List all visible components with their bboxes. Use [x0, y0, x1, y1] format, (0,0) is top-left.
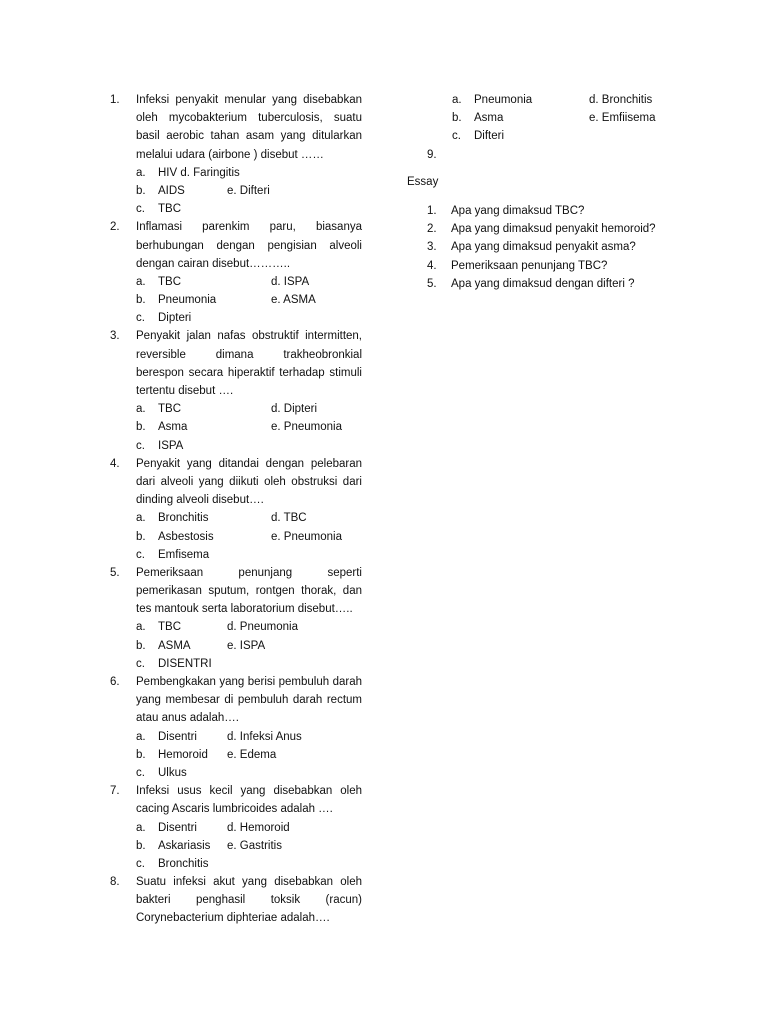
option-text: Hemoroid [239, 821, 290, 834]
option-text: Emfiisema [601, 112, 656, 125]
option-letter: a. [136, 730, 146, 743]
essay-heading: Essay [407, 175, 439, 188]
answer-option [136, 273, 362, 291]
answer-options [136, 728, 362, 783]
option-letter: e. [227, 184, 237, 197]
option-text: ISPA [283, 275, 310, 288]
option-text: Ulkus [158, 766, 187, 779]
answer-options [136, 273, 362, 328]
question-text [136, 673, 362, 728]
question-line: Infeksi usus kecil yang disebabkan oleh [136, 785, 362, 798]
question-line: Pembengkakan yang berisi pembuluh darah [136, 676, 362, 688]
question-number: 7. [110, 785, 120, 798]
option-letter: a. [452, 94, 462, 106]
question-line: Corynebacterium diphteriae adalah…. [136, 912, 330, 925]
essay-question [427, 220, 667, 238]
option-text: Pneumonia [283, 530, 342, 543]
option-letter: c. [136, 857, 145, 870]
essay-number: 4. [427, 259, 437, 272]
option-letter: b. [136, 639, 146, 652]
question-line: oleh mycobakterium tuberculosis, suatu [136, 112, 362, 125]
essay-list [427, 202, 667, 293]
option-text: HIV d. Faringitis [158, 166, 240, 179]
answer-option [136, 837, 362, 855]
answer-option [136, 509, 362, 527]
option-text: TBC [158, 275, 181, 288]
question-text [136, 455, 362, 510]
multiple-choice-column-left [110, 91, 362, 928]
option-text: Difteri [474, 130, 505, 143]
question-line: Pemeriksaan penunjang seperti [136, 566, 362, 579]
question-line: tes mantouk serta laboratorium disebut….. [136, 603, 353, 616]
option-text: Disentri [158, 821, 197, 834]
answer-option [136, 637, 362, 655]
option-letter: d. [227, 621, 237, 634]
question-number: 3. [110, 330, 120, 343]
answer-option [136, 728, 362, 746]
question-text [136, 91, 362, 164]
option-text: TBC [158, 203, 181, 216]
option-pair [227, 746, 276, 764]
answer-option [136, 528, 362, 546]
option-text: ASMA [158, 639, 191, 652]
option-text: DISENTRI [158, 657, 212, 670]
question-8 [110, 873, 362, 928]
question-9-number: 9. [427, 148, 437, 161]
question-text [136, 873, 362, 928]
option-letter: b. [452, 112, 462, 125]
option-letter: d. [271, 512, 281, 525]
option-pair [227, 618, 298, 636]
answer-option [136, 418, 362, 436]
option-pair [589, 109, 655, 127]
answer-option [136, 182, 362, 200]
answer-option [452, 109, 667, 127]
option-pair [271, 528, 342, 546]
question-text [136, 564, 362, 619]
question-line: dengan cairan disebut……….. [136, 257, 291, 270]
option-letter: e. [227, 639, 237, 652]
answer-option [136, 855, 362, 873]
option-text: Bronchitis [601, 94, 653, 106]
essay-number: 5. [427, 277, 437, 290]
option-letter: d. [271, 403, 281, 416]
essay-text: Apa yang dimaksud TBC? [451, 204, 585, 217]
question-line: dari alveoli yang diikuti oleh obstruksi dari [136, 475, 362, 488]
column-right [407, 91, 667, 293]
option-letter: e. [271, 421, 281, 434]
option-pair [271, 291, 316, 309]
option-letter: e. [589, 112, 599, 125]
option-pair [227, 637, 265, 655]
essay-number: 2. [427, 223, 437, 236]
answer-option [452, 91, 667, 109]
question-line: Infeksi penyakit menular yang disebabkan [136, 94, 362, 106]
option-letter: b. [136, 294, 146, 307]
option-text: TBC [158, 403, 181, 416]
question-8-options [452, 91, 667, 146]
option-letter: e. [227, 748, 237, 761]
option-text: Disentri [158, 730, 197, 743]
question-line: reversible dimana trakheobronkial [136, 348, 362, 361]
option-letter: e. [271, 530, 281, 543]
question-text [136, 218, 362, 273]
question-6 [110, 673, 362, 782]
answer-option [452, 127, 667, 145]
option-text: Asbestosis [158, 530, 214, 543]
option-letter: a. [136, 821, 146, 834]
answer-option [136, 200, 362, 218]
option-pair [271, 273, 309, 291]
question-line: basil aerobic tahan asam yang ditularkan [136, 130, 362, 143]
question-line: Inflamasi parenkim paru, biasanya [136, 221, 362, 234]
question-line: Penyakit yang ditandai dengan pelebaran [136, 457, 362, 470]
option-letter: a. [136, 275, 146, 288]
essay-text: Apa yang dimaksud penyakit asma? [451, 241, 636, 254]
option-text: Pneumonia [239, 621, 298, 634]
option-letter: c. [136, 439, 145, 452]
option-text: ISPA [239, 639, 266, 652]
question-line: dinding alveoli disebut…. [136, 494, 264, 507]
answer-option [136, 546, 362, 564]
answer-options [136, 509, 362, 564]
option-letter: c. [452, 130, 461, 143]
option-text: ISPA [158, 439, 184, 452]
option-letter: a. [136, 621, 146, 634]
question-number: 4. [110, 457, 120, 470]
option-letter: e. [271, 294, 281, 307]
option-text: Bronchitis [158, 512, 209, 525]
question-4 [110, 455, 362, 564]
option-pair [271, 418, 342, 436]
option-letter: a. [136, 166, 146, 179]
question-line: pemerikasan sputum, rontgen thorak, dan [136, 585, 362, 598]
question-7 [110, 782, 362, 873]
option-letter: a. [136, 403, 146, 416]
question-1 [110, 91, 362, 218]
option-letter: b. [136, 184, 146, 197]
option-text: Dipteri [283, 403, 318, 416]
answer-option [136, 291, 362, 309]
question-line: berespon secara hiperaktif terhadap stimuli [136, 366, 362, 379]
answer-options [136, 618, 362, 673]
option-text: TBC [158, 621, 181, 634]
question-line: Penyakit jalan nafas obstruktif intermitten, [136, 330, 362, 343]
option-letter: a. [136, 512, 146, 525]
question-3 [110, 327, 362, 454]
question-number: 5. [110, 566, 120, 579]
option-letter: b. [136, 530, 146, 543]
question-number: 8. [110, 876, 120, 889]
answer-options [136, 164, 362, 219]
answer-option [136, 655, 362, 673]
question-line: Suatu infeksi akut yang disebabkan oleh [136, 876, 362, 889]
option-letter: b. [136, 748, 146, 761]
option-text: Emfisema [158, 548, 210, 561]
option-text: Asma [158, 421, 188, 434]
option-pair [271, 400, 317, 418]
option-letter: c. [136, 657, 145, 670]
question-line: yang membesar di pembuluh darah rectum [136, 694, 362, 707]
question-line: tertentu disebut …. [136, 385, 234, 397]
option-text: Pneumonia [158, 294, 217, 307]
option-letter: c. [136, 312, 145, 325]
option-letter: c. [136, 766, 145, 779]
option-letter: b. [136, 839, 146, 852]
answer-option [136, 309, 362, 327]
option-text: ASMA [283, 294, 316, 307]
option-text: Pneumonia [474, 94, 533, 106]
option-text: AIDS [158, 184, 185, 197]
essay-text: Pemeriksaan penunjang TBC? [451, 259, 608, 272]
option-pair [227, 728, 302, 746]
option-letter: d. [227, 730, 237, 743]
question-number: 1. [110, 94, 120, 106]
option-text: Dipteri [158, 312, 192, 325]
essay-number: 3. [427, 241, 437, 254]
option-text: Bronchitis [158, 857, 209, 870]
answer-option [136, 618, 362, 636]
essay-question [427, 257, 667, 275]
question-number: 6. [110, 676, 120, 688]
answer-option [136, 764, 362, 782]
essay-text: Apa yang dimaksud penyakit hemoroid? [451, 223, 656, 236]
question-text [136, 327, 362, 400]
option-letter: d. [227, 821, 237, 834]
option-text: Difteri [239, 184, 270, 197]
answer-option [136, 164, 362, 182]
option-text: Askariasis [158, 839, 211, 852]
answer-option [136, 437, 362, 455]
question-number: 2. [110, 221, 120, 234]
option-letter: c. [136, 203, 145, 216]
question-text [136, 782, 362, 818]
answer-options [136, 819, 362, 874]
question-2 [110, 218, 362, 327]
essay-question [427, 238, 667, 256]
option-text: Infeksi Anus [239, 730, 302, 743]
question-line: atau anus adalah…. [136, 712, 239, 725]
answer-option [136, 746, 362, 764]
answer-option [136, 819, 362, 837]
option-letter: b. [136, 421, 146, 434]
option-letter: d. [271, 275, 281, 288]
option-letter: e. [227, 839, 237, 852]
option-pair [589, 91, 652, 109]
answer-options [136, 400, 362, 455]
option-text: Hemoroid [158, 748, 208, 761]
option-text: Asma [474, 112, 504, 125]
option-text: Edema [239, 748, 277, 761]
question-5 [110, 564, 362, 673]
option-letter: c. [136, 548, 145, 561]
question-line: bakteri penghasil toksik (racun) [136, 894, 362, 907]
option-text: Gastritis [239, 839, 282, 852]
option-pair [227, 837, 282, 855]
essay-text: Apa yang dimaksud dengan difteri ? [451, 277, 635, 290]
answer-option [136, 400, 362, 418]
question-line: cacing Ascaris lumbricoides adalah …. [136, 803, 333, 816]
question-line: melalui udara (airbone ) disebut …… [136, 148, 324, 161]
option-pair [227, 182, 270, 200]
option-text: TBC [283, 512, 307, 525]
option-pair [271, 509, 307, 527]
essay-question [427, 275, 667, 293]
essay-question [427, 202, 667, 220]
option-pair [227, 819, 290, 837]
option-text: Pneumonia [283, 421, 342, 434]
essay-number: 1. [427, 204, 437, 217]
question-line: berhubungan dengan pengisian alveoli [136, 239, 362, 252]
option-letter: d. [589, 94, 599, 106]
